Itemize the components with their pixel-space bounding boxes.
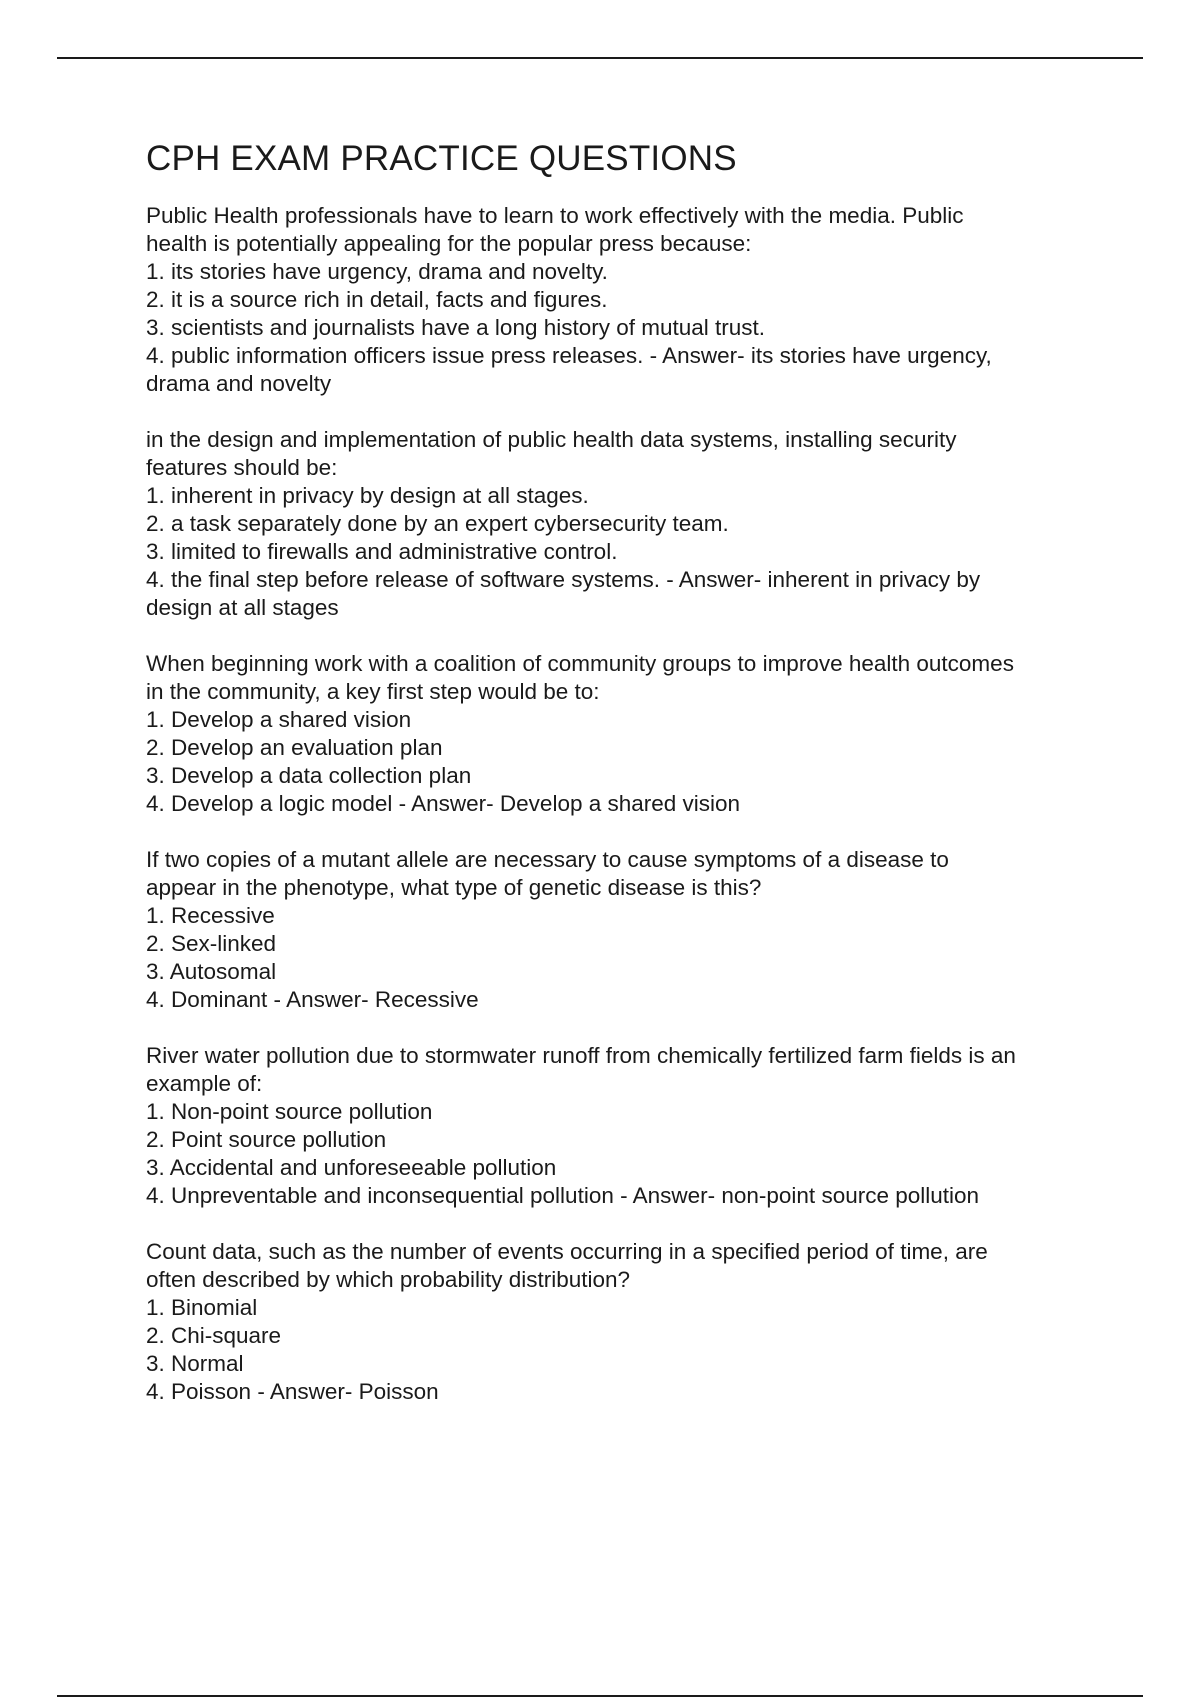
question-line: 1. inherent in privacy by design at all stages. [146, 483, 589, 508]
question-list [146, 202, 1096, 1406]
question-line: 2. Sex-linked [146, 931, 277, 956]
question-block [146, 650, 1096, 818]
question-line: health is potentially appealing for the popular press because: [146, 231, 752, 256]
question-line: 4. Develop a logic model - Answer- Develop a shared vision [146, 791, 741, 816]
question-line: 4. Poisson - Answer- Poisson [146, 1379, 439, 1404]
question-line: 3. Normal [146, 1351, 244, 1376]
question-line: 1. Develop a shared vision [146, 707, 412, 732]
question-line: 2. Point source pollution [146, 1127, 387, 1152]
question-line: design at all stages [146, 595, 339, 620]
question-line: Public Health professionals have to learn to work effectively with the media. Public [146, 203, 964, 228]
question-line: 4. the final step before release of software systems. - Answer- inherent in privacy by [146, 567, 981, 592]
question-line: 2. Develop an evaluation plan [146, 735, 443, 760]
top-rule [57, 57, 1143, 59]
question-block [146, 1042, 1096, 1210]
question-line: drama and novelty [146, 371, 332, 396]
document-body [146, 138, 1096, 1434]
question-line: 1. its stories have urgency, drama and novelty. [146, 259, 608, 284]
question-line: example of: [146, 1071, 263, 1096]
question-line: in the design and implementation of public health data systems, installing security [146, 427, 957, 452]
question-line: 3. scientists and journalists have a long history of mutual trust. [146, 315, 766, 340]
question-line: 4. Unpreventable and inconsequential pollution - Answer- non-point source pollution [146, 1183, 980, 1208]
question-line: 3. Develop a data collection plan [146, 763, 472, 788]
question-line: 3. Accidental and unforeseeable pollution [146, 1155, 557, 1180]
question-line: 2. a task separately done by an expert cybersecurity team. [146, 511, 729, 536]
question-line: 2. Chi-square [146, 1323, 282, 1348]
page-title: CPH EXAM PRACTICE QUESTIONS [146, 139, 737, 178]
question-line: Count data, such as the number of events occurring in a specified period of time, are [146, 1239, 988, 1264]
question-block [146, 202, 1096, 398]
question-line: 3. Autosomal [146, 959, 277, 984]
question-line: often described by which probability distribution? [146, 1267, 631, 1292]
question-line: in the community, a key first step would be to: [146, 679, 600, 704]
question-line: appear in the phenotype, what type of genetic disease is this? [146, 875, 762, 900]
question-line: 1. Non-point source pollution [146, 1099, 433, 1124]
question-line: If two copies of a mutant allele are necessary to cause symptoms of a disease to [146, 847, 949, 872]
question-block [146, 1238, 1096, 1406]
question-line: 4. Dominant - Answer- Recessive [146, 987, 479, 1012]
question-line: When beginning work with a coalition of community groups to improve health outcomes [146, 651, 1014, 676]
question-line: 1. Recessive [146, 903, 275, 928]
bottom-rule [57, 1695, 1143, 1697]
question-block [146, 426, 1096, 622]
question-line: features should be: [146, 455, 338, 480]
question-block [146, 846, 1096, 1014]
question-line: 3. limited to firewalls and administrative control. [146, 539, 618, 564]
question-line: River water pollution due to stormwater runoff from chemically fertilized farm fields is an [146, 1043, 1016, 1068]
question-line: 4. public information officers issue press releases. - Answer- its stories have urgency, [146, 343, 992, 368]
question-line: 1. Binomial [146, 1295, 258, 1320]
question-line: 2. it is a source rich in detail, facts and figures. [146, 287, 608, 312]
